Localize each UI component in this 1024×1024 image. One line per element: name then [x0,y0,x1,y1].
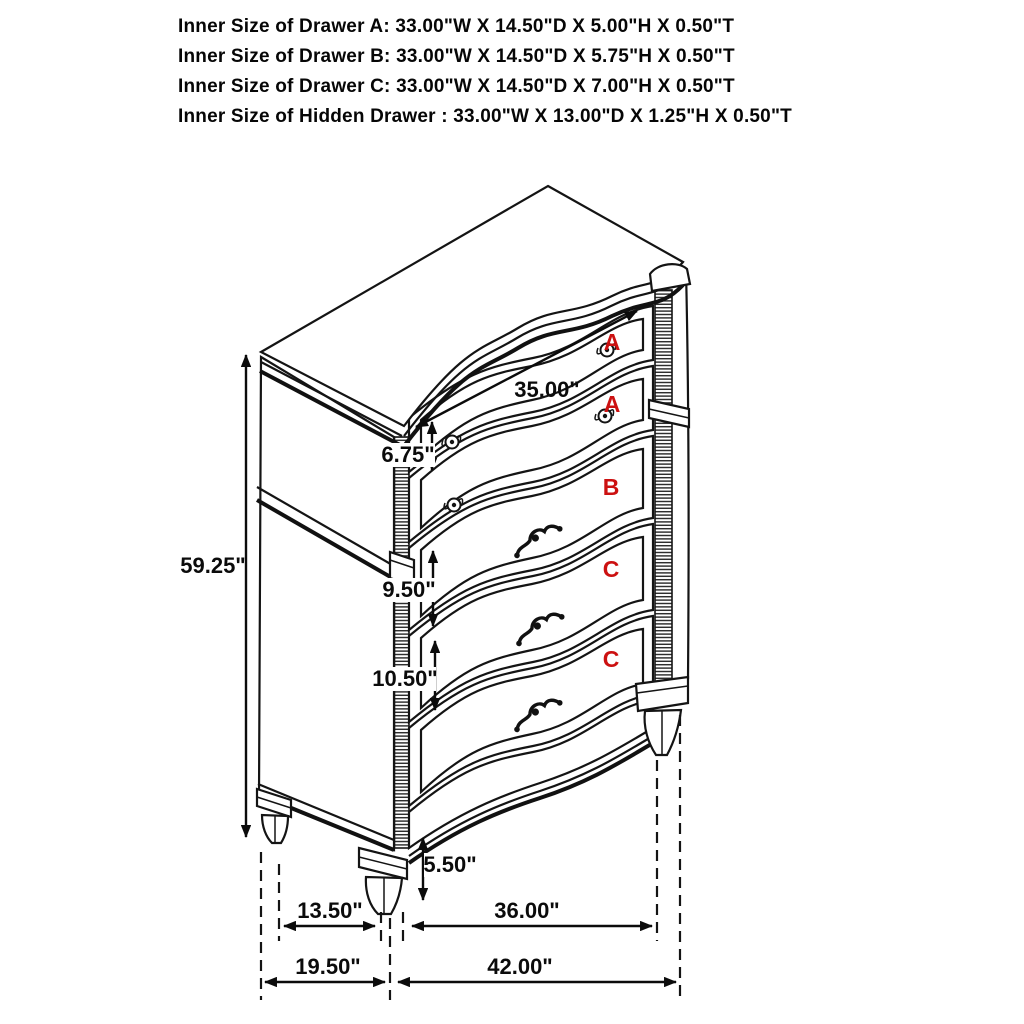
dimension-drawer-c-height-label: 10.50" [372,666,438,691]
dimension-leg-clearance-depth [284,898,375,926]
dimension-overall-height [180,355,246,837]
top-right-corner-cap [650,264,690,291]
dimension-overall-height-label: 59.25" [180,553,246,578]
front-left-column [395,437,410,848]
dimension-overall-width-label: 42.00" [487,954,553,979]
dimension-leg-clearance-depth-label: 13.50" [297,898,363,923]
dimension-leg-clearance-width-label: 36.00" [494,898,560,923]
front-right-column [655,290,672,688]
header-line-drawer-b: Inner Size of Drawer B: 33.00"W X 14.50"D X 5.75"H X 0.50"T [178,46,735,67]
header-line-hidden-drawer: Inner Size of Hidden Drawer : 33.00"W X 13.00"D X 1.25"H X 0.50"T [178,106,792,127]
dimension-overall-depth [265,954,385,982]
drawer-label-a2: A [603,391,621,417]
dimension-drawer-a-height-label: 6.75" [381,442,435,467]
drawer-label-c1: C [602,556,620,582]
dimension-leg-height-label: 5.50" [423,852,477,877]
dimension-leg-clearance-width [412,898,652,926]
leg-front-middle [359,848,407,914]
case-right-edge [686,270,689,679]
drawer-label-a1: A [603,329,621,355]
header-line-drawer-a: Inner Size of Drawer A: 33.00"W X 14.50"D X 5.00"H X 0.50"T [178,16,735,37]
dimension-overall-width [398,954,676,982]
dimension-drawer-b-height-label: 9.50" [382,577,436,602]
dimension-drawer-width-label: 35.00" [514,377,580,402]
dimension-overall-depth-label: 19.50" [295,954,361,979]
drawer-label-b: B [602,474,620,500]
header-line-drawer-c: Inner Size of Drawer C: 33.00"W X 14.50"D X 7.00"H X 0.50"T [178,76,735,97]
drawer-label-c2: C [602,646,620,672]
